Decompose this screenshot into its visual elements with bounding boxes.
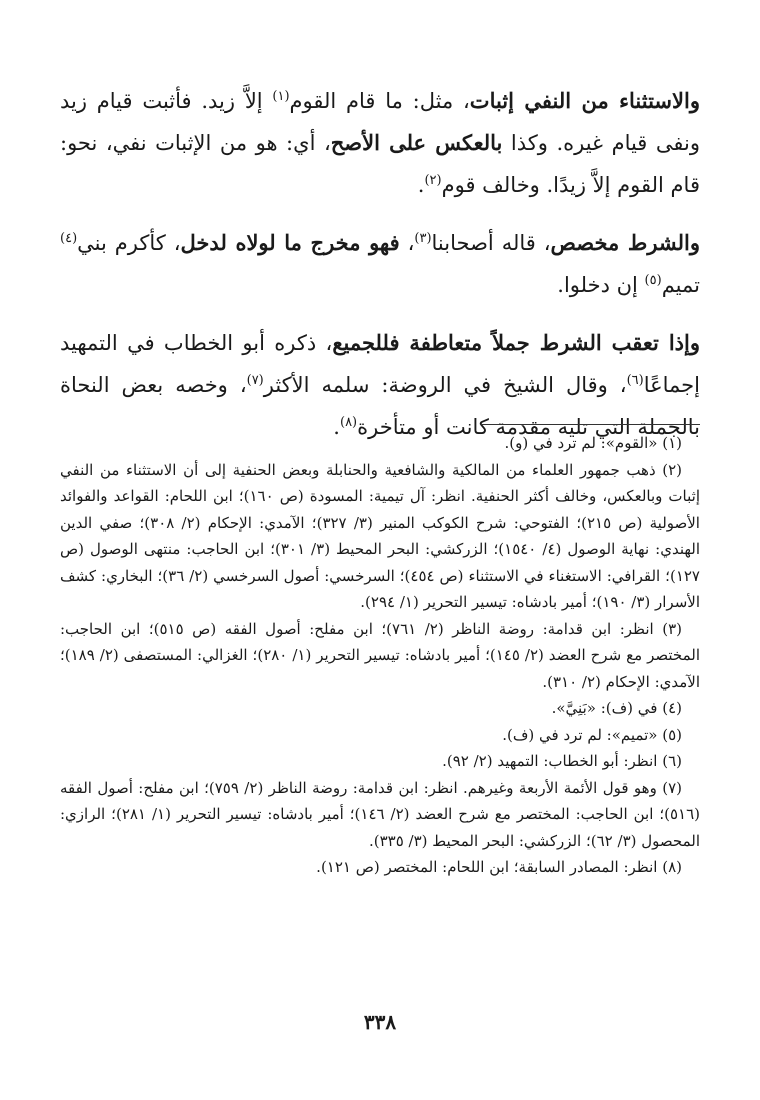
footnote-ref[interactable]: (٢) xyxy=(424,173,442,188)
text-run: إن دخلوا. xyxy=(557,273,645,297)
text-run: . xyxy=(333,415,340,439)
page-number: ٣٣٨ xyxy=(363,1010,397,1034)
footnote-8: (٨) انظر: المصادر السابقة؛ ابن اللحام: المختصر (ص ١٢١). xyxy=(316,858,682,876)
heading-term: وإذا تعقب الشرط جملاً متعاطفة فللجميع xyxy=(332,330,700,355)
footnote-4: (٤) في (ف): «بَنِيَّ». xyxy=(551,699,682,717)
footnote-divider xyxy=(480,424,700,425)
text-run: ، xyxy=(399,231,415,255)
main-text xyxy=(60,80,700,464)
footnote-ref[interactable]: (٥) xyxy=(644,273,662,288)
paragraph-exception xyxy=(60,80,700,206)
footnote-2: (٢) ذهب جمهور العلماء من المالكية والشافعية والحنابلة وبعض الحنفية إلى أن الاستثناء من النفي إثبات وبالعكس، وخالف أكثر الحنفية. انظر: آل تيمية: المسودة (ص ١٦٠)؛ ابن اللحام: القواعد والفوائد الأصولية (ص ٢١٥)؛ الفتوحي: شرح الكوكب المنير (٣/ ٣٢٧)؛ الآمدي: الإحكام (٢/ ٣٠٨)؛ صفي الدين الهندي: نهاية الوصول (٤/ ١٥٤٠)؛ الزركشي: البحر المحيط (٣/ ٣٠١)؛ ابن الحاجب: منتهى الوصول (ص ١٢٧)؛ القرافي: الاستغناء في الاستثناء (ص ٤٥٤)؛ السرخسي: أصول السرخسي (٢/ ٣٦)؛ البخاري: كشف الأسرار (٣/ ١٩٠)؛ أمير بادشاه: تيسير التحرير (١/ ٢٩٤). xyxy=(60,460,701,611)
text-run: ، كأكرم بني xyxy=(77,231,181,255)
heading-term: والشرط مخصص xyxy=(550,230,701,255)
footnote-ref[interactable]: (٤) xyxy=(60,231,78,246)
text-run: ، قاله أصحابنا xyxy=(431,231,551,255)
footnote-7: (٧) وهو قول الأئمة الأربعة وغيرهم. انظر: ابن قدامة: روضة الناظر (٢/ ٧٥٩)؛ ابن مفلح: أصول الفقه (٥١٦)؛ ابن الحاجب: المختصر مع شرح العضد (٢/ ١٤٦)؛ أمير بادشاه: تيسير التحرير (١/ ٢٨١)؛ الرازي: المحصول (٣/ ٦٢)؛ الزركشي: البحر المحيط (٣/ ٣٣٥). xyxy=(60,778,700,850)
text-run: ، وخصه بعض النحاة بالجملة التي تليه مقدمة كانت أو متأخرة xyxy=(60,373,700,439)
text-run: ، أي: هو من الإثبات نفي، نحو: قام القوم إلاَّ زيدًا. وخالف قوم xyxy=(60,131,700,197)
text-run: ، وقال الشيخ في الروضة: سلمه الأكثر xyxy=(263,373,627,397)
footnote-6: (٦) انظر: أبو الخطاب: التمهيد (٢/ ٩٢). xyxy=(442,752,682,770)
text-run: إلاَّ زيد. فأثبت قيام زيد ونفى قيام غيره. وكذا xyxy=(60,89,700,155)
footnote-3: (٣) انظر: ابن قدامة: روضة الناظر (٢/ ٧٦١)؛ ابن مفلح: أصول الفقه (ص ٥١٥)؛ ابن الحاجب: المختصر مع شرح العضد (٢/ ١٤٥)؛ أمير بادشاه: تيسير التحرير (١/ ٢٨٠)؛ الغزالي: المستصفى (٢/ ١٨٩)؛ الآمدي: الإحكام (٢/ ٣١٠). xyxy=(60,619,700,691)
heading-term: والاستثناء من النفي إثبات xyxy=(469,88,700,113)
text-run: ، مثل: ما قام القوم xyxy=(289,89,470,113)
text-run: تميم xyxy=(661,273,700,297)
footnote-5: (٥) «تميم»: لم ترد في (ف). xyxy=(502,725,682,744)
heading-term: فهو مخرج ما لولاه لدخل xyxy=(180,230,400,255)
text-run: ، ذكره أبو الخطاب في التمهيد إجماعًا xyxy=(60,331,701,397)
footnote-ref[interactable]: (٨) xyxy=(339,415,358,430)
footnote-1: (١) «القوم»: لم ترد في (و). xyxy=(504,434,682,452)
footnote-ref[interactable]: (٦) xyxy=(626,373,644,388)
paragraph-condition xyxy=(60,222,700,306)
footnote-ref[interactable]: (١) xyxy=(272,89,290,104)
heading-term: بالعكس على الأصح xyxy=(330,130,503,155)
footnote-ref[interactable]: (٧) xyxy=(246,373,264,388)
footnote-ref[interactable]: (٣) xyxy=(414,231,432,246)
text-run: . xyxy=(417,173,425,197)
footnotes xyxy=(60,430,700,881)
